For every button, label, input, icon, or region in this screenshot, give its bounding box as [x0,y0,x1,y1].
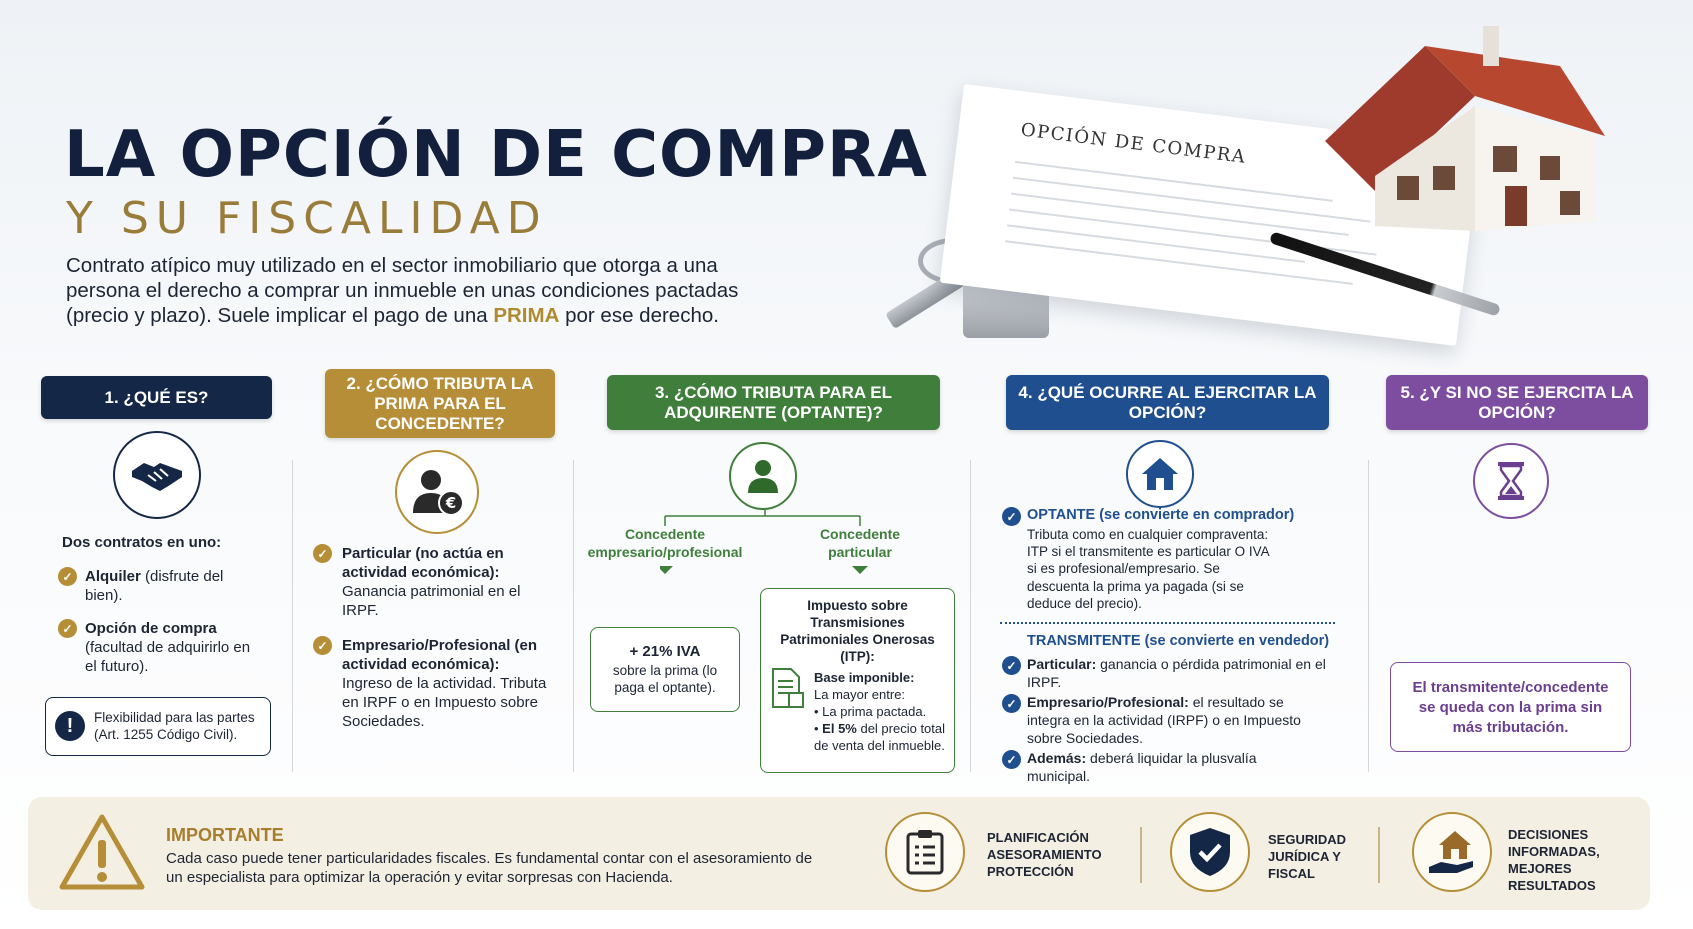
important-title: IMPORTANTE [166,825,284,845]
badge-label-1: PLANIFICACIÓN ASESORAMIENTO PROTECCIÓN [987,830,1102,879]
badge-label-2: SEGURIDAD JURÍDICA Y FISCAL [1268,832,1347,881]
intro-paragraph [66,253,746,328]
house-icon [1126,440,1194,508]
iva-text: sobre la prima (lo paga el optante). [612,663,718,695]
column-divider [1368,460,1369,772]
intro-text: Contrato atípico muy utilizado en el sector inmobiliario que otorga a una persona el derecho a comprar un inmueble en unas condiciones pactadas (precio y plazo). Suele implicar el pago de una [66,254,739,327]
column-divider [292,460,293,772]
column-divider [573,460,574,772]
house-illustration [1315,26,1615,256]
itp-title: Impuesto sobre Transmisiones Patrimoniales Onerosas (ITP): [780,598,935,664]
check-icon: ✓ [1002,694,1021,713]
transmitente-item-3: Además: deberá liquidar la plusvalía municipal. [1027,750,1257,784]
contract-title: OPCIÓN DE COMPRA [1019,119,1248,168]
col4-heading: 4. ¿QUÉ OCURRE AL EJERCITAR LA OPCIÓN? [1006,375,1329,430]
col1-heading: 1. ¿QUÉ ES? [41,376,272,419]
intro-tail: por ese derecho. [565,304,719,327]
badge-divider [1140,827,1142,883]
check-icon: ✓ [1002,750,1021,769]
dotted-divider [1000,622,1335,624]
iva-title: + 21% IVA [629,643,701,660]
col3-heading: 3. ¿CÓMO TRIBUTA PARA EL ADQUIRENTE (OPTANTE)? [607,375,940,430]
person-euro-icon [395,450,479,534]
handshake-icon [113,431,201,519]
check-icon: ✓ [313,636,332,655]
optante-text: Tributa como en cualquier compraventa: ITP si el transmitente es particular O IVA si es profesional/empresario. Se descuenta la prima ya pagada (si se deduce del precio). [1027,527,1269,611]
check-icon: ✓ [1002,507,1021,526]
optante-title: OPTANTE (se convierte en comprador) [1027,507,1295,523]
check-icon: ✓ [58,567,77,586]
col1-intro: Dos contratos en uno: [62,534,222,551]
intro-highlight: PRIMA [493,304,560,327]
column-divider [970,460,971,772]
branch-left-label: Concedente empresario/profesional [587,526,743,560]
branch-right-label: Concedente particular [819,526,901,560]
iva-box [590,627,740,712]
warning-icon [58,812,146,892]
shield-check-icon [1170,812,1250,892]
check-icon: ✓ [58,619,77,638]
col2-item-2: Empresario/Profesional (en actividad económica): Ingreso de la actividad. Tributa en IRPF o en Impuesto sobre Sociedades. [342,637,547,730]
itp-details: Base imponible: La mayor entre: • La prima pactada. • El 5% del precio total de venta del inmueble. [814,670,946,753]
hourglass-icon [1473,443,1549,519]
col5-box-text: El transmitente/concedente se queda con la prima sin más tributación. [1412,679,1609,736]
col1-item-1: Alquiler (disfrute del bien). [85,568,224,604]
svg-text:€: € [445,494,457,512]
document-calculator-icon [771,667,805,714]
transmitente-item-1: Particular: ganancia o pérdida patrimonial en el IRPF. [1027,656,1326,690]
col2-item-1: Particular (no actúa en actividad económica): Ganancia patrimonial en el IRPF. [342,545,521,619]
transmitente-item-2: Empresario/Profesional: el resultado se integra en la actividad (IRPF) o en Impuesto sobre Sociedades. [1027,694,1301,746]
col1-note: Flexibilidad para las partes (Art. 1255 Código Civil). [94,710,255,742]
col5-heading: 5. ¿Y SI NO SE EJERCITA LA OPCIÓN? [1386,375,1648,430]
itp-box [760,588,955,773]
page-subtitle: Y SU FISCALIDAD [66,193,548,244]
exclamation-icon: ! [55,711,85,741]
col2-heading: 2. ¿CÓMO TRIBUTA LA PRIMA PARA EL CONCEDENTE? [325,369,555,438]
page-title: LA OPCIÓN DE COMPRA [64,118,928,192]
clipboard-icon [885,812,965,892]
col1-item-2: Opción de compra (facultad de adquirirlo en el futuro). [85,620,251,675]
badge-label-3: DECISIONES INFORMADAS, MEJORES RESULTADOS [1508,827,1600,893]
transmitente-title: TRANSMITENTE (se convierte en vendedor) [1027,633,1330,649]
check-icon: ✓ [313,544,332,563]
important-text: Cada caso puede tener particularidades fiscales. Es fundamental contar con el asesoramiento de un especialista para optimizar la operación y evitar sorpresas con Hacienda. [166,850,813,886]
person-icon [729,442,797,510]
col1-note-box [45,697,271,756]
house-hand-icon [1412,812,1492,892]
col5-box [1390,662,1631,752]
check-icon: ✓ [1002,656,1021,675]
badge-divider [1378,827,1380,883]
